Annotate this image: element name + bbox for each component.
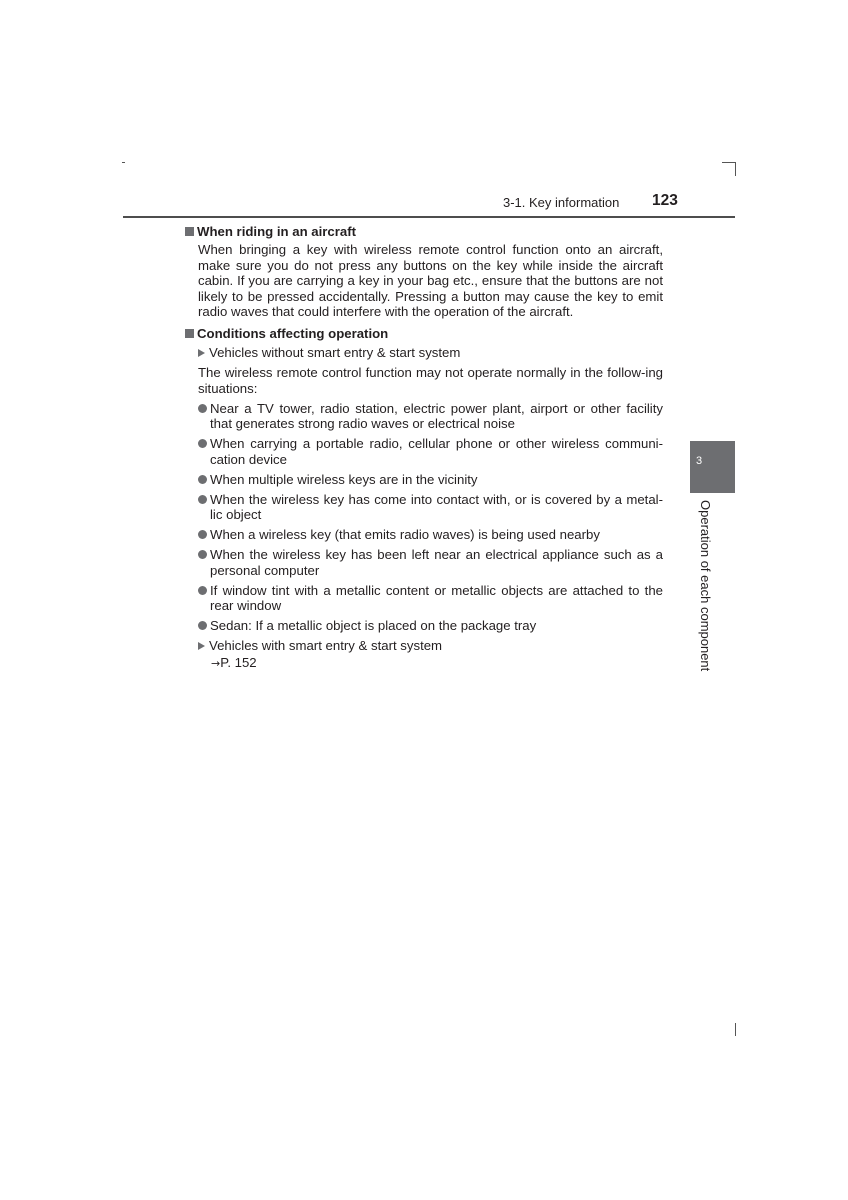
list-item: When multiple wireless keys are in the vicinity	[198, 472, 663, 487]
page-reference-link[interactable]: →P. 152	[211, 654, 257, 670]
main-content	[185, 224, 663, 671]
list-item: When carrying a portable radio, cellular phone or other wireless communi-cation device	[198, 436, 663, 467]
chapter-title: Operation of each component	[698, 500, 713, 672]
circle-bullet-icon	[198, 550, 207, 559]
aircraft-body: When bringing a key with wireless remote control function onto an aircraft, make sure you do not press any buttons on the key while inside the aircraft cabin. If you are carrying a key in your bag etc., ensure that the buttons are not likely to be pressed accidentally. Pressing a button may cause the key to emit radio waves that could interfere with the operation of the aircraft.	[198, 242, 663, 320]
list-item: When the wireless key has come into contact with, or is covered by a metal-lic object	[198, 492, 663, 523]
subsection-with-smart-entry: Vehicles with smart entry & start system	[198, 638, 663, 653]
heading-aircraft: When riding in an aircraft	[185, 224, 663, 239]
header-rule	[123, 216, 735, 218]
square-bullet-icon	[185, 227, 194, 236]
conditions-intro: The wireless remote control function may not operate normally in the follow-ing situations:	[198, 365, 663, 396]
circle-bullet-icon	[198, 495, 207, 504]
square-bullet-icon	[185, 329, 194, 338]
arrow-right-icon: →	[211, 656, 221, 670]
subsection-without-smart-entry: Vehicles without smart entry & start system	[198, 345, 663, 360]
chapter-number: 3	[696, 455, 703, 467]
circle-bullet-icon	[198, 530, 207, 539]
section-name: 3-1. Key information	[503, 195, 620, 210]
crop-mark-top-right-horizontal	[722, 162, 736, 163]
triangle-bullet-icon	[198, 349, 205, 357]
circle-bullet-icon	[198, 475, 207, 484]
circle-bullet-icon	[198, 621, 207, 630]
list-item: When the wireless key has been left near an electrical appliance such as a personal computer	[198, 547, 663, 578]
crop-mark-top-left	[122, 162, 125, 163]
crop-mark-top-right-vertical	[735, 162, 736, 176]
heading-conditions: Conditions affecting operation	[185, 326, 663, 341]
list-item: When a wireless key (that emits radio waves) is being used nearby	[198, 527, 663, 542]
chapter-tab	[690, 441, 735, 493]
list-item: Sedan: If a metallic object is placed on the package tray	[198, 618, 663, 633]
triangle-bullet-icon	[198, 642, 205, 650]
list-item: If window tint with a metallic content or metallic objects are attached to the rear window	[198, 583, 663, 614]
circle-bullet-icon	[198, 404, 207, 413]
crop-mark-bottom-right	[735, 1023, 736, 1036]
list-item: Near a TV tower, radio station, electric power plant, airport or other facility that generates strong radio waves or electrical noise	[198, 401, 663, 432]
circle-bullet-icon	[198, 439, 207, 448]
circle-bullet-icon	[198, 586, 207, 595]
page-number: 123	[652, 192, 678, 209]
conditions-list	[198, 401, 663, 633]
